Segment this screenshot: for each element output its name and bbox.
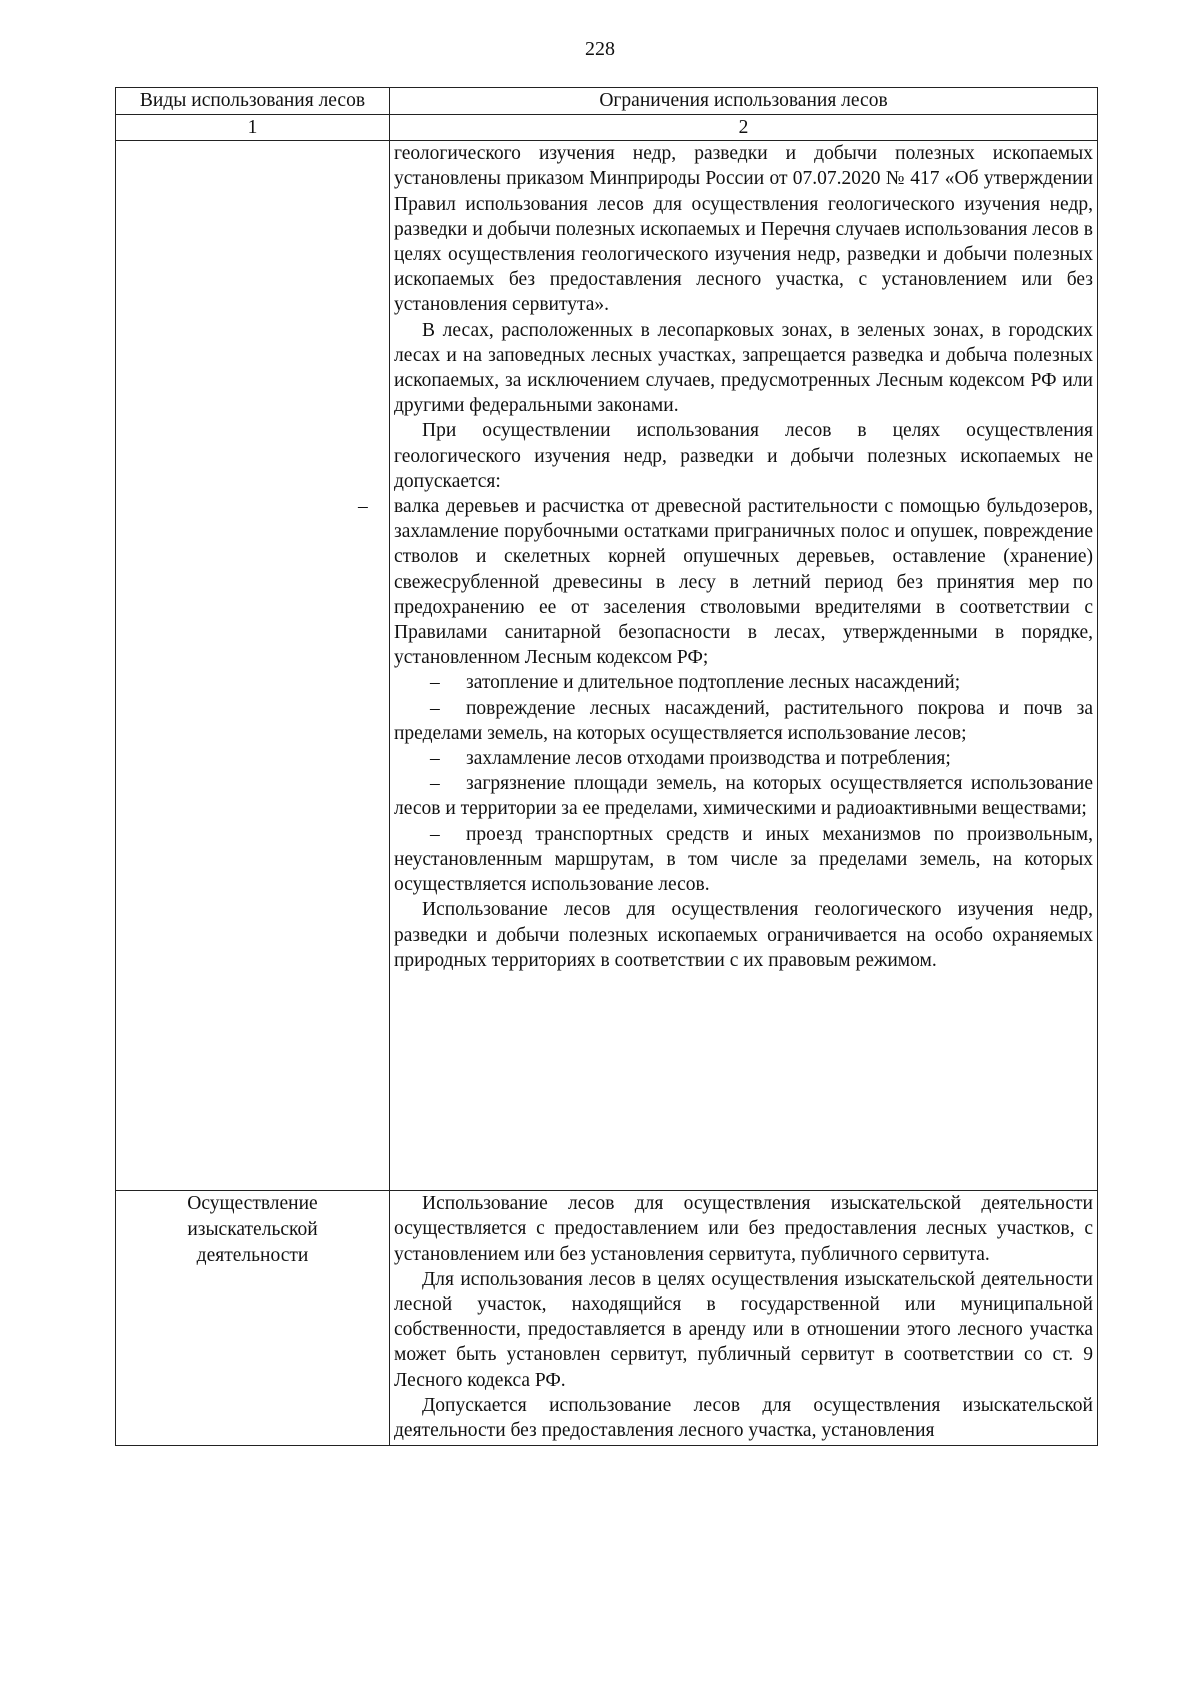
list-item xyxy=(394,696,1093,746)
usage-type-line: Осуществление xyxy=(187,1193,318,1215)
list-item-text: загрязнение площади земель, на которых осуществляется использование лесов и территории за ее пределами, химическими и радиоактивными веществами; xyxy=(394,773,1093,820)
list-item-text: повреждение лесных насаждений, растительного покрова и почв за пределами земель, на которых осуществляется использование лесов; xyxy=(394,697,1093,744)
dash-bullet: – xyxy=(358,496,368,518)
usage-type-line: деятельности xyxy=(196,1245,309,1267)
paragraph-survey-use: Использование лесов для осуществления изыскательской деятельности осуществляется с предоставлением или без предоставления лесных участков, с установлением или без установления сервитута, публичного сервитута. xyxy=(394,1193,1093,1265)
list-item xyxy=(394,771,1093,821)
paragraph-not-allowed-intro: При осуществлении использования лесов в целях осуществления геологического изучения недр, разведки и добычи полезных ископаемых не допускается: xyxy=(394,420,1093,492)
paragraph-survey-allowed: Допускается использование лесов для осуществления изыскательской деятельности без предоставления лесного участка, установления xyxy=(394,1394,1093,1442)
usage-type-cell-empty xyxy=(116,141,390,1191)
column-number-row xyxy=(116,115,1098,141)
list-item xyxy=(394,822,1093,898)
paragraph-protected-areas: Использование лесов для осуществления геологического изучения недр, разведки и добычи полезных ископаемых ограничивается на особо охраняемых природных территориях в соответствии с их правовым режимом. xyxy=(394,899,1093,971)
restrictions-cell xyxy=(358,141,1098,1191)
paragraph-protected-zones: В лесах, расположенных в лесопарковых зонах, в зеленых зонах, в городских лесах и на заповедных лесных участках, запрещается разведка и добыча полезных ископаемых, за исключением случаев, предусмотренных Лесным кодексом РФ или другими федеральными законами. xyxy=(394,319,1093,417)
list-item-text: проезд транспортных средств и иных механизмов по произвольным, неустановленным маршрутам, в том числе за пределами земель, на которых осуществляется использование лесов. xyxy=(394,823,1093,896)
list-item-text: валка деревьев и расчистка от древесной растительности с помощью бульдозеров, захламление порубочными остатками приграничных полос и опушек, повреждение стволов и скелетных корней опушечных деревьев, оставление (хранение) свежесрубленной древесины в лесу в летний период без принятия мер по предохранению ее от заселения стволовыми вредителями в соответствии с Правилами санитарной безопасности в лесах, утвержденными в порядке, установленном Лесным кодексом РФ; xyxy=(394,496,1093,669)
paragraph-geology-order: геологического изучения недр, разведки и добычи полезных ископаемых установлены приказом Минприроды России от 07.07.2020 № 417 «Об утверждении Правил использования лесов для осуществления геологического изучения недр, разведки и добычи полезных ископаемых и Перечня случаев использования лесов в целях осуществления геологического изучения недр, разведки и добычи полезных ископаемых без предоставления лесного участка, с установлением или без установления сервитута». xyxy=(394,143,1093,316)
paragraph-survey-lease: Для использования лесов в целях осуществления изыскательской деятельности лесной участок, находящийся в государственной или муниципальной собственности, предоставляется в аренду или в отношении этого лесного участка может быть установлен сервитут, публичный сервитут в соответствии со ст. 9 Лесного кодекса РФ. xyxy=(394,1268,1093,1391)
list-item-text: затопление и длительное подтопление лесных насаждений; xyxy=(466,672,961,694)
table-header-row xyxy=(116,88,1098,115)
list-item xyxy=(394,746,1093,771)
dash-bullet: – xyxy=(430,823,440,845)
list-item-text: захламление лесов отходами производства и потребления; xyxy=(466,748,951,770)
column-number-1: 1 xyxy=(116,115,390,141)
dash-bullet: – xyxy=(430,748,440,770)
usage-type-cell xyxy=(116,1191,390,1446)
dash-bullet: – xyxy=(430,697,440,719)
restrictions-cell xyxy=(390,1191,1098,1446)
dash-bullet: – xyxy=(430,773,440,795)
column-header-usage-types: Виды использования лесов xyxy=(116,88,390,115)
forest-use-table xyxy=(115,87,1098,1446)
prohibitions-list xyxy=(358,494,1093,897)
table-row xyxy=(116,1191,1098,1446)
list-item xyxy=(358,494,1093,670)
column-number-2: 2 xyxy=(390,115,1098,141)
dash-bullet: – xyxy=(430,672,440,694)
list-item xyxy=(394,670,1093,695)
usage-type-line: изыскательской xyxy=(187,1219,318,1241)
page-number: 228 xyxy=(585,38,615,60)
table-row xyxy=(116,141,1098,1191)
column-header-restrictions: Ограничения использования лесов xyxy=(390,88,1098,115)
